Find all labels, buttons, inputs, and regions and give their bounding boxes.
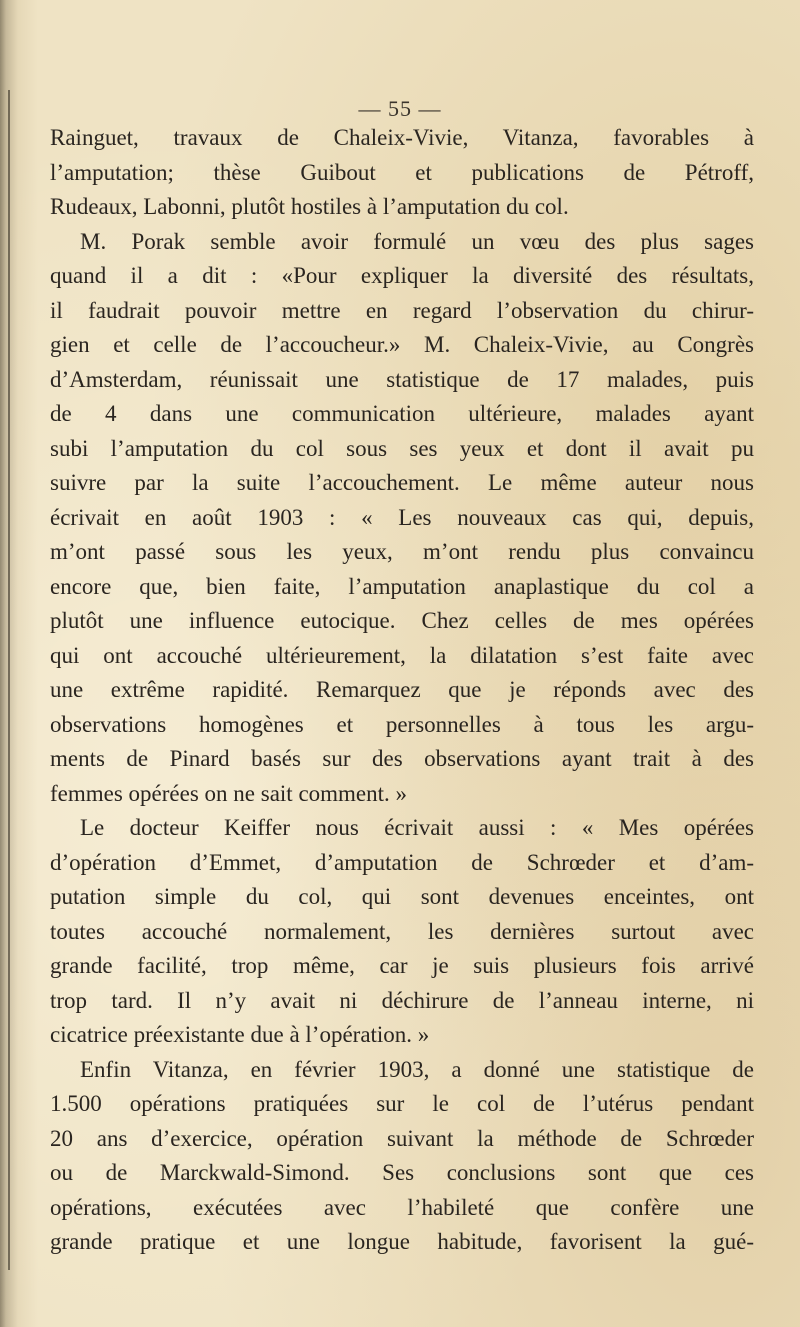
- text-line: m’ont passé sous les yeux, m’ont rendu plus convaincu: [50, 539, 754, 564]
- text-line: 20 ans d’exercice, opération suivant la méthode de Schrœder: [50, 1125, 754, 1151]
- text-line: écrivait en août 1903 : « Les nouveaux cas qui, depuis,: [50, 504, 754, 530]
- text-line: d’Amsterdam, réunissait une statistique de 17 malades, puis: [50, 366, 754, 392]
- text-line: Rudeaux, Labonni, plutôt hostiles à l’amputation du col.: [50, 194, 569, 219]
- text-line: quand il a dit : «Pour expliquer la diversité des résultats,: [50, 263, 754, 288]
- text-line: l’amputation; thèse Guibout et publications de Pétroff,: [50, 159, 754, 185]
- text-line: il faudrait pouvoir mettre en regard l’observation du chirur-: [50, 297, 754, 323]
- text-line: observations homogènes et personnelles à tous les argu-: [50, 711, 754, 737]
- text-line: encore que, bien faite, l’amputation anaplastique du col a: [50, 573, 754, 599]
- text-line: M. Porak semble avoir formulé un vœu des plus sages: [80, 228, 754, 254]
- text-line: de 4 dans une communication ultérieure, malades ayant: [50, 401, 754, 426]
- text-line: opérations, exécutées avec l’habileté que confère une: [50, 1194, 754, 1220]
- text-line: ou de Marckwald-Simond. Ses conclusions sont que ces: [50, 1160, 754, 1185]
- text-line: toutes accouché normalement, les dernières surtout avec: [50, 918, 754, 944]
- page-binding-shadow: [0, 0, 38, 1327]
- text-line: grande facilité, trop même, car je suis plusieurs fois arrivé: [50, 953, 754, 978]
- text-line: femmes opérées on ne sait comment. »: [50, 780, 408, 806]
- text-line: subi l’amputation du col sous ses yeux et dont il avait pu: [50, 435, 754, 461]
- text-line: d’opération d’Emmet, d’amputation de Schrœder et d’am-: [50, 849, 754, 875]
- text-line: Rainguet, travaux de Chaleix-Vivie, Vitanza, favorables à: [50, 125, 754, 150]
- text-line: 1.500 opérations pratiquées sur le col de l’utérus pendant: [50, 1091, 754, 1116]
- text-line: grande pratique et une longue habitude, favorisent la gué-: [50, 1229, 754, 1254]
- page-number: — 55 —: [358, 96, 442, 121]
- text-line: Enfin Vitanza, en février 1903, a donné une statistique de: [80, 1056, 754, 1082]
- text-line: qui ont accouché ultérieurement, la dilatation s’est faite avec: [50, 642, 754, 668]
- body-text: [50, 121, 754, 1260]
- text-line: Le docteur Keiffer nous écrivait aussi : « Mes opérées: [80, 815, 754, 840]
- text-line: une extrême rapidité. Remarquez que je réponds avec des: [50, 677, 754, 702]
- text-line: plutôt une influence eutocique. Chez celles de mes opérées: [50, 608, 754, 633]
- text-line: putation simple du col, qui sont devenues enceintes, ont: [50, 884, 754, 909]
- text-line: ments de Pinard basés sur des observations ayant trait à des: [50, 746, 754, 771]
- text-line: gien et celle de l’accoucheur.» M. Chaleix-Vivie, au Congrès: [50, 332, 754, 357]
- text-line: trop tard. Il n’y avait ni déchirure de l’anneau interne, ni: [50, 987, 754, 1013]
- text-line: cicatrice préexistante due à l’opération. »: [50, 1022, 430, 1047]
- page-binding-edge: [8, 90, 10, 1270]
- text-line: suivre par la suite l’accouchement. Le même auteur nous: [50, 470, 754, 495]
